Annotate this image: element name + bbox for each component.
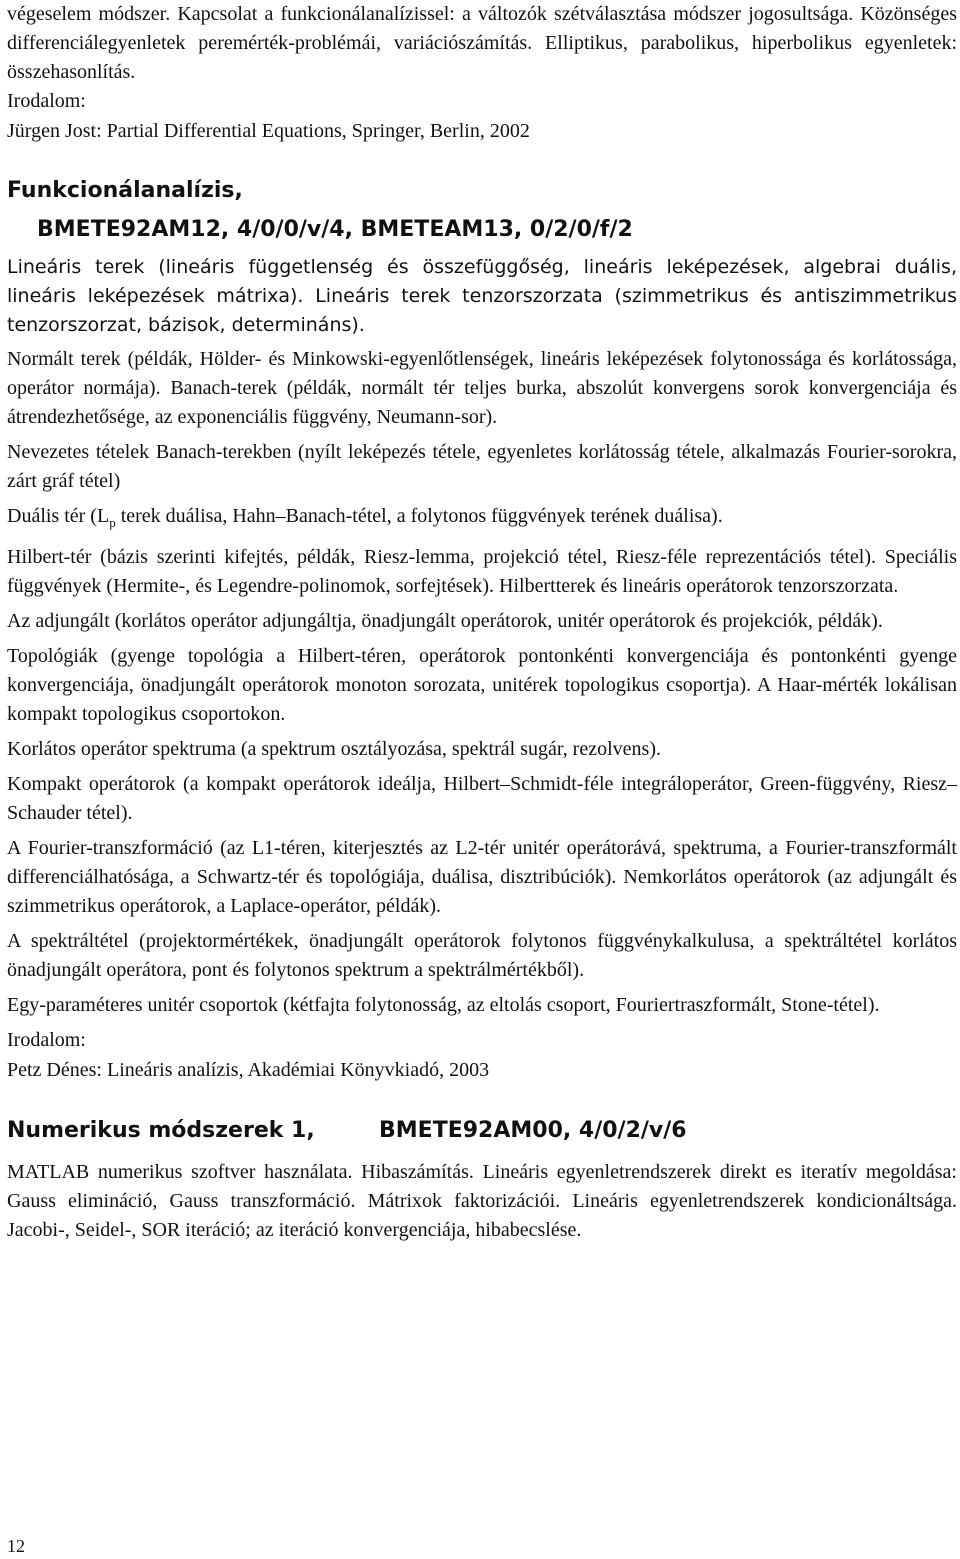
paragraph-adjungalt: Az adjungált (korlátos operátor adjungáltja, önadjungált operátorok, unitér operátorok és projekciók, példák). xyxy=(7,610,883,632)
paragraph-normalt-terek: Normált terek (példák, Hölder- és Minkowski-egyenlőtlenségek, lineáris leképezések folytonossága és korlátossága, operátor normája). Banach-terek (példák, normált tér teljes burka, abszolút konvergens sorok konvergenciája és átrendezhetősége, az exponenciális függvény, Neumann-sor). xyxy=(7,348,957,428)
paragraph-matlab: MATLAB numerikus szoftver használata. Hibaszámítás. Lineáris egyenletrendszerek direkt es iteratív megoldása: Gauss elimináció, Gauss transzformáció. Mátrixok faktorizációi. Lineáris egyenletrendszerek kondicionáltsága. Jacobi-, Seidel-, SOR iteráció; az iteráció konvergenciája, hibabecslése. xyxy=(7,1161,957,1241)
literature-label-2: Irodalom: xyxy=(7,1029,86,1051)
paragraph-spektraltetel: A spektráltétel (projektormértékek, önadjungált operátorok folytonos függvénykalkulusa, a spektráltétel korlátos önadjungált operátora, pont és folytonos spektrum a spektrálmértékből). xyxy=(7,930,957,981)
paragraph-hilbert-ter: Hilbert-tér (bázis szerinti kifejtés, példák, Riesz-lemma, projekció tétel, Riesz-féle reprezentációs tétel). Speciális függvények (Hermite-, és Legendre-polinomok, sorfejtések). Hilbertterek és lineáris operátorok tenzorszorzata. xyxy=(7,546,957,597)
section-title-funkcionalanalizis: Funkcionálanalízis, xyxy=(7,178,243,203)
literature-reference-2: Petz Dénes: Lineáris analízis, Akadémiai Könyvkiadó, 2003 xyxy=(7,1059,490,1081)
paragraph-linearis-terek: Lineáris terek (lineáris függetlenség és összefüggőség, lineáris leképezések, algebrai duális, lineáris leképezések mátrixa). Lineáris terek tenzorszorzata (szimmetrikus és antiszimmetrikus tenzorszorzat, bázisok, determináns). xyxy=(7,256,957,336)
paragraph-nevezetes-tetelek: Nevezetes tételek Banach-terekben (nyílt leképezés tétele, egyenletes korlátosság tétele, alkalmazás Fourier-sorokra, zárt gráf tétel) xyxy=(7,441,957,492)
literature-reference: Jürgen Jost: Partial Differential Equations, Springer, Berlin, 2002 xyxy=(7,120,530,142)
paragraph-spektrum: Korlátos operátor spektruma (a spektrum osztályozása, spektrál sugár, rezolvens). xyxy=(7,738,661,760)
dual-symbol: L xyxy=(96,505,110,527)
paragraph-unitér-csoportok: Egy-paraméteres unitér csoportok (kétfajta folytonosság, az eltolás csoport, Fouriertraszformált, Stone-tétel). xyxy=(7,994,880,1016)
section-title-numerikus: Numerikus módszerek 1, xyxy=(7,1118,315,1143)
page-number: 12 xyxy=(7,1536,25,1556)
section-codes-numerikus: BMETE92AM00, 4/0/2/v/6 xyxy=(379,1118,687,1143)
dual-prefix: Duális tér ( xyxy=(7,505,97,527)
dual-subscript: p xyxy=(109,515,116,530)
paragraph-dualis-ter xyxy=(7,502,957,537)
section-codes-funkcionalanalizis: BMETE92AM12, 4/0/0/v/4, BMETEAM13, 0/2/0/f/2 xyxy=(37,217,633,242)
document-page xyxy=(7,0,957,1245)
paragraph-topologiak: Topológiák (gyenge topológia a Hilbert-téren, operátorok pontonkénti konvergenciája és pontonkénti gyenge konvergenciája, önadjungált operátorok monoton sorozata, unitérek topologikus csoportja). A Haar-mérték lokálisan kompakt topologikus csoportokon. xyxy=(7,645,957,725)
paragraph-fourier: A Fourier-transzformáció (az L1-téren, kiterjesztés az L2-tér unitér operátorává, spektruma, a Fourier-transzformált differenciálhatósága, a Schwartz-tér és topológiája, duálisa, disztribúciók). Nemkorlátos operátorok (az adjungált és szimmetrikus operátorok, a Laplace-operátor, példák). xyxy=(7,837,957,917)
paragraph-kompakt: Kompakt operátorok (a kompakt operátorok ideálja, Hilbert–Schmidt-féle integráloperátor, Green-függvény, Riesz–Schauder tétel). xyxy=(7,773,957,824)
dual-rest: terek duálisa, Hahn–Banach-tétel, a folytonos függvények terének duálisa). xyxy=(115,505,723,527)
literature-label: Irodalom: xyxy=(7,90,86,112)
intro-paragraph: végeselem módszer. Kapcsolat a funkcionálanalízissel: a változók szétválasztása módszer jogosultsága. Közönséges differenciálegyenletek peremérték-problémái, variációszámítás. Elliptikus, parabolikus, hiperbolikus egyenletek: összehasonlítás. xyxy=(7,3,957,83)
section-heading-numerikus xyxy=(7,1116,957,1146)
